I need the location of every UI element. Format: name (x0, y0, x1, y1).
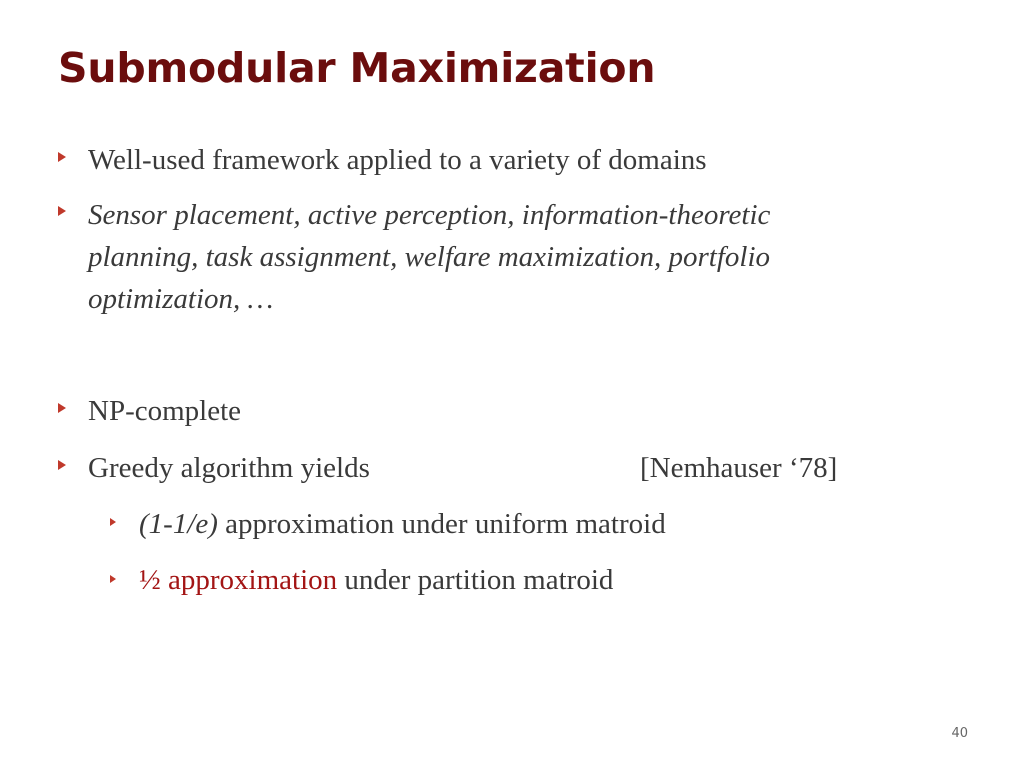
sub-bullet-text (139, 507, 666, 541)
sub-bullet-rest: under partition matroid (337, 564, 614, 596)
bullet-marker-icon (58, 460, 66, 470)
bullet-text-line: planning, task assignment, welfare maximization, portfolio (88, 241, 771, 273)
bullet-marker-icon (58, 206, 66, 216)
bullet-text: NP-complete (88, 395, 242, 427)
highlighted-text: ½ approximation (139, 564, 338, 596)
bullet-marker-icon (58, 152, 66, 162)
math-expression: (1-1/e) (139, 508, 218, 540)
bullet-marker-icon (58, 403, 66, 413)
sub-bullet-marker-icon (110, 575, 116, 583)
page-number: 40 (951, 726, 968, 741)
bullet-text: Greedy algorithm yields (88, 452, 370, 484)
citation: [Nemhauser ‘78] (640, 452, 838, 484)
slide-title: Submodular Maximization (58, 44, 656, 92)
sub-bullet-marker-icon (110, 518, 116, 526)
bullet-text-line: Sensor placement, active perception, information-theoretic (88, 199, 771, 231)
sub-bullet-text (139, 563, 613, 597)
bullet-text: Well-used framework applied to a variety of domains (88, 144, 707, 176)
bullet-text-line: optimization, … (88, 283, 274, 315)
sub-bullet-rest: approximation under uniform matroid (217, 508, 666, 540)
